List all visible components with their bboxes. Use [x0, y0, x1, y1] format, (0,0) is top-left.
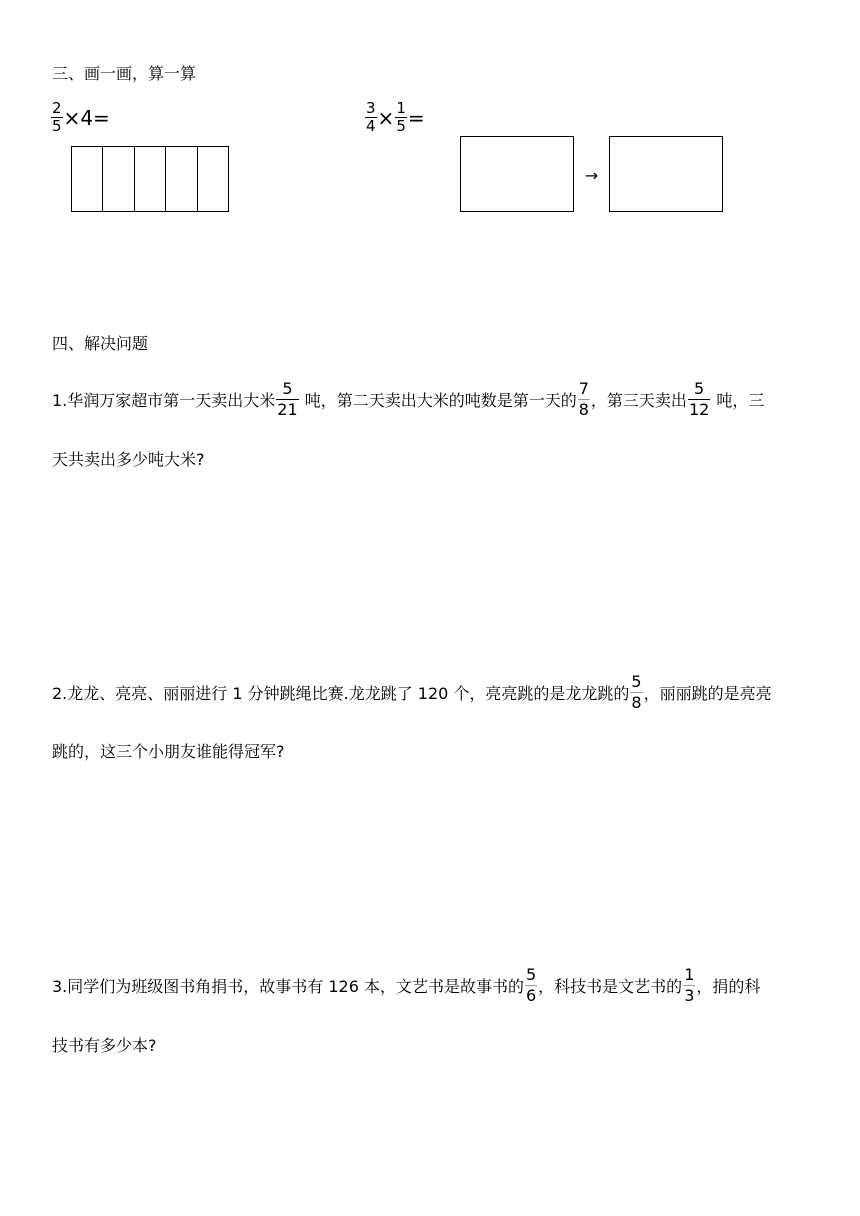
strip-cell[interactable]	[135, 147, 166, 211]
question-2-line-2: 跳的，这三个小朋友谁能得冠军?	[52, 742, 285, 761]
fraction-strip[interactable]	[71, 146, 229, 212]
q1-text-2: 吨，第二天卖出大米的吨数是第一天的	[299, 390, 577, 410]
q1-text-4: 吨，三	[711, 390, 765, 410]
section4-heading: 四、解决问题	[52, 334, 149, 353]
strip-cell[interactable]	[198, 147, 228, 211]
q3-text-2: ，科技书是文艺书的	[538, 976, 683, 996]
denominator: 5	[396, 117, 406, 135]
q2-text-2: ，丽丽跳的是亮亮	[643, 683, 772, 703]
question-2-line-1	[52, 672, 772, 712]
numerator: 1	[396, 99, 406, 117]
q1-text-3: ，第三天卖出	[590, 390, 687, 410]
times-sign: ×	[63, 105, 81, 130]
question-1-line-1	[52, 379, 764, 419]
denominator: 4	[366, 117, 376, 135]
q3-text-1: 3.同学们为班级图书角捐书，故事书有 126 本，文艺书是故事书的	[52, 976, 524, 996]
fraction-1-3	[683, 964, 695, 1005]
numerator: 5	[694, 378, 705, 398]
q1-text-1: 1.华润万家超市第一天卖出大米	[52, 390, 276, 410]
fraction-5-8	[630, 671, 642, 712]
strip-cell[interactable]	[166, 147, 197, 211]
fraction-5-6	[525, 964, 537, 1005]
drawing-box-right[interactable]	[609, 136, 723, 212]
q3-text-3: ，捐的科	[696, 976, 761, 996]
denominator: 6	[525, 985, 537, 1005]
strip-cell[interactable]	[72, 147, 103, 211]
expression-2	[364, 101, 425, 134]
numerator: 5	[282, 378, 293, 398]
denominator: 3	[684, 985, 695, 1005]
q2-text-1: 2.龙龙、亮亮、丽丽进行 1 分钟跳绳比赛.龙龙跳了 120 个，亮亮跳的是龙龙跳的	[52, 683, 630, 703]
fraction-2-5	[51, 101, 63, 134]
fraction-5-12	[688, 378, 710, 419]
fraction-1-5	[395, 101, 407, 134]
denominator: 8	[631, 692, 642, 712]
drawing-box-left[interactable]	[460, 136, 574, 212]
equals-sign: =	[93, 105, 110, 130]
denominator: 5	[52, 117, 62, 135]
question-1-line-2: 天共卖出多少吨大米?	[52, 450, 205, 469]
numerator: 2	[52, 99, 62, 117]
fraction-3-4	[365, 101, 377, 134]
numerator: 5	[631, 671, 642, 691]
operand: 4	[80, 105, 94, 130]
expression-1	[50, 101, 110, 134]
fraction-5-21	[276, 378, 298, 419]
denominator: 12	[688, 399, 710, 419]
equals-sign: =	[407, 105, 425, 130]
times-sign: ×	[377, 105, 395, 130]
strip-cell[interactable]	[103, 147, 134, 211]
fraction-7-8	[578, 378, 590, 419]
numerator: 1	[684, 964, 695, 984]
arrow-right-icon: →	[584, 165, 599, 185]
question-3-line-2: 技书有多少本?	[52, 1036, 157, 1055]
numerator: 3	[366, 99, 376, 117]
section3-heading: 三、画一画，算一算	[52, 64, 197, 83]
numerator: 7	[578, 378, 589, 398]
denominator: 21	[277, 399, 298, 419]
denominator: 8	[578, 399, 589, 419]
numerator: 5	[525, 964, 537, 984]
question-3-line-1	[52, 965, 760, 1005]
